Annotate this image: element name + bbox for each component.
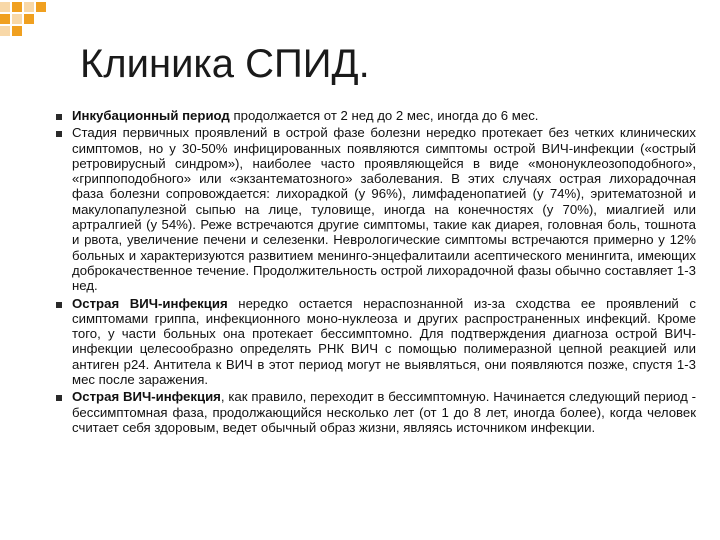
square-bullet-icon [56, 395, 62, 401]
bullet-body: продолжается от 2 нед до 2 мес, иногда до 6 мес. [229, 108, 539, 123]
corner-decoration [0, 0, 60, 45]
bullet-item [56, 125, 696, 293]
bullet-item [56, 296, 696, 388]
bullet-lead: Острая ВИЧ-инфекция [72, 389, 221, 405]
bullet-item [56, 108, 696, 123]
bullet-text [72, 108, 696, 123]
slide-title: Клиника СПИД. [80, 42, 370, 86]
bullet-lead: Острая ВИЧ-инфекция [72, 295, 228, 311]
decor-square [24, 14, 34, 24]
square-bullet-icon [56, 302, 62, 308]
decor-square [12, 26, 22, 36]
decor-square [12, 14, 22, 24]
bullet-text [72, 389, 696, 435]
square-bullet-icon [56, 131, 62, 137]
square-bullet-icon [56, 114, 62, 120]
decor-square [24, 2, 34, 12]
decor-square [0, 2, 10, 12]
bullet-lead: Инкубационный период [72, 108, 230, 123]
bullet-text [72, 296, 696, 388]
bullet-item [56, 389, 696, 435]
bullet-body: нередко остается нераспознанной из-за сходства ее проявлений с симптомами гриппа, инфекционного моно-нуклеоза и других распространенных инфекций. Кроме того, у части больных она протекает бессимптомно. Для подтверждения диагноза острой ВИЧ-инфекции целесообразно определять РНК ВИЧ с помощью полимеразной цепной реакцией или антиген p24. Антитела к ВИЧ в этот период могут не выявляться, они появляются позже, спустя 1-3 мес после заражения. [72, 295, 696, 388]
bullet-body: , как правило, переходит в бессимптомную. Начинается следующий период - бессимптомная фаза, продолжающийся несколько лет (от 1 до 8 лет, иногда более), когда человек считает себя здоровым, ведет обычный образ жизни, являясь источником инфекции. [72, 389, 696, 435]
decor-square [0, 26, 10, 36]
decor-square [36, 2, 46, 12]
bullet-text [72, 125, 696, 293]
bullet-body: Стадия первичных проявлений в острой фазе болезни нередко протекает без четких клинических симптомов, но у 30-50% инфицированных появляются симптомы острой ВИЧ-инфекции («острый ретровирусный синдром»), наиболее часто проявляющейся в виде «мононуклеозоподобного», «гриппоподобного» или «экзантематозного» заболевания. В этих случаях острая лихорадочная фаза болезни сопровождается: лихорадкой (у 96%), лимфаденопатией (у 74%), эритематозной и макулопапулезной сыпью на лице, туловище, иногда на конечностях (у 70%), миалгией или артралгией (у 54%). Реже встречаются другие симптомы, такие как диарея, головная боль, тошнота и рвота, увеличение печени и селезенки. Неврологические симптомы встречаются примерно у 12% больных и характеризуются развитием менинго-энцефалитаили асептического менингита, имеющих доброкачественное течение. Продолжительность острой лихорадочной фазы обычно составляет 1-3 нед. [72, 125, 696, 294]
bullet-list [56, 108, 696, 435]
decor-square [0, 14, 10, 24]
decor-square [12, 2, 22, 12]
